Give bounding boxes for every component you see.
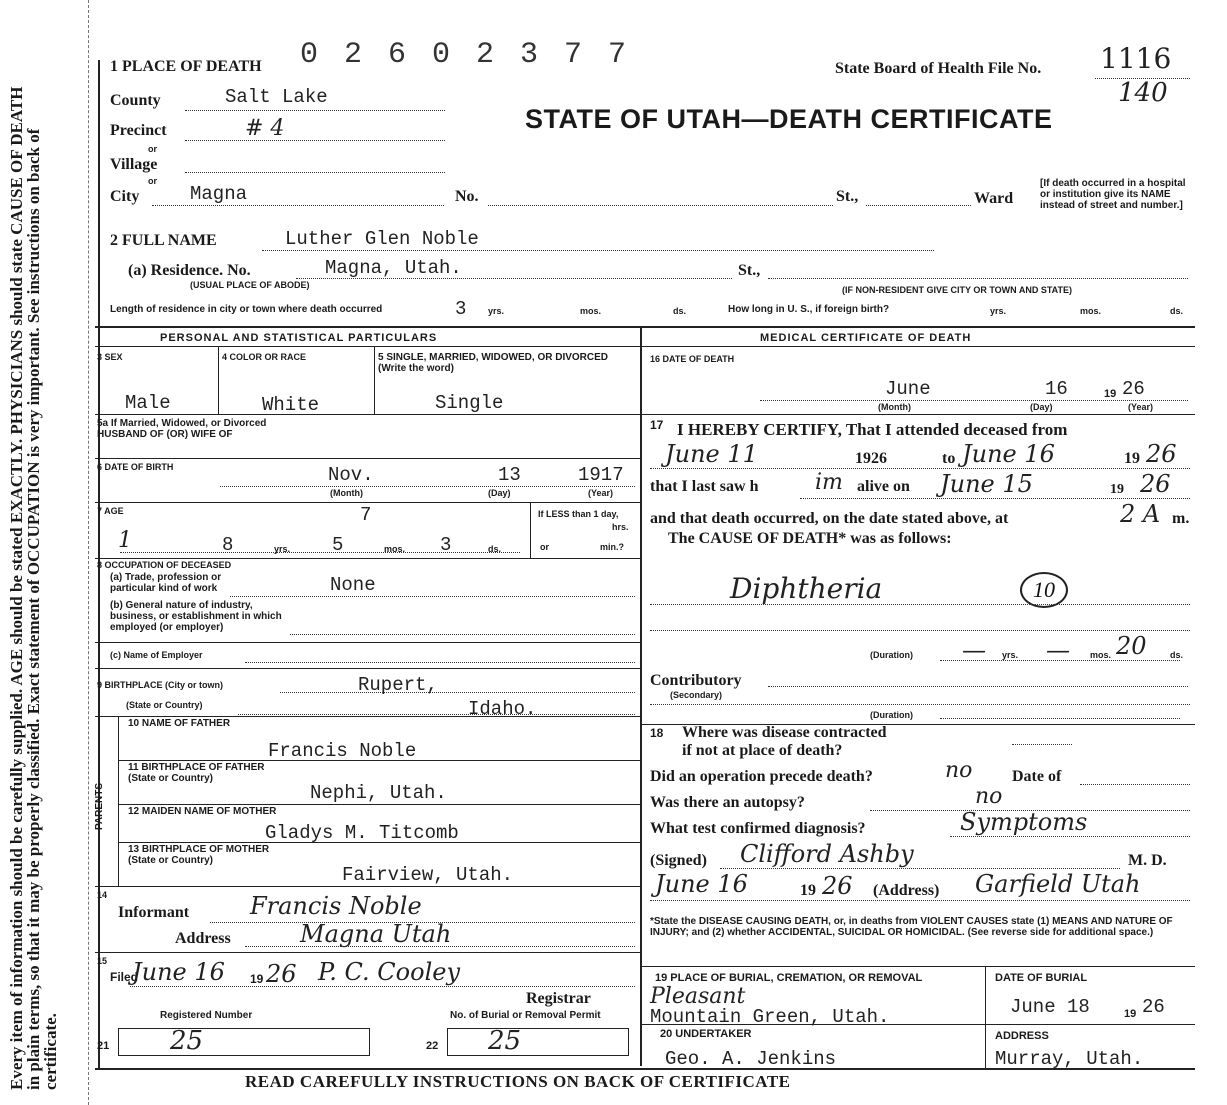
occupation-sub-label: (a) Trade, profession or particular kind of work [110,572,222,594]
mother-birthplace-value: Fairview, Utah. [342,864,514,886]
yrs-label: yrs. [488,306,505,316]
line [245,946,635,947]
divider [95,1068,1195,1070]
attended-from-date: June 11 [665,440,758,468]
section-divider [95,326,1195,328]
registered-number-value: 25 [170,1026,204,1056]
field-number: 14 [97,890,108,900]
death-occurred-text: and that death occurred, on the date stated above, at [650,510,1009,527]
ward-note: [If death occurred in a hospital or institution give its NAME instead of street and number.] [1040,178,1186,211]
contributory-label: Contributory [650,672,742,689]
registrar-label: Registrar [526,990,591,1007]
line [940,660,1180,661]
footer-instructions: READ CAREFULLY INSTRUCTIONS ON BACK OF CERTIFICATE [245,1072,791,1091]
precinct-label: Precinct [110,122,167,139]
signed-year: 26 [822,872,853,900]
death-time-value: 2 A [1120,500,1161,528]
time-suffix: m. [1172,510,1190,527]
mother-name-label: 12 MAIDEN NAME OF MOTHER [128,806,277,817]
physician-address-value: Garfield Utah [975,870,1141,898]
burial-place-handwritten: Pleasant [650,984,746,1009]
year-prefix: 19 [1104,388,1117,400]
field-number: 15 [97,956,108,966]
md-label: M. D. [1128,852,1167,869]
burial-date-label: DATE OF BURIAL [995,972,1088,984]
undertaker-address-label: ADDRESS [995,1030,1049,1042]
race-value: White [262,394,320,416]
line [245,662,635,663]
month-caption: (Month) [878,402,911,412]
file-number-label: State Board of Health File No. [835,60,1042,77]
line [230,596,635,597]
medical-section-title: MEDICAL CERTIFICATE OF DEATH [760,332,972,344]
last-saw-year: 26 [1140,470,1171,498]
age-months: 5 [332,534,344,556]
autopsy-label: Was there an autopsy? [650,794,805,811]
line [130,986,635,987]
residence-line [296,278,732,279]
divider [218,346,219,414]
street-label: St., [836,188,859,205]
divider [95,414,640,415]
year-prefix: 19 [250,972,264,986]
line [220,486,635,487]
divider [118,716,119,886]
perforation-line [88,0,89,1105]
age-days: 3 [440,534,452,556]
mos-label: mos. [1080,306,1102,316]
father-name-label: 10 NAME OF FATHER [128,718,231,729]
street-number-line [488,205,833,206]
village-label: Village [110,156,158,173]
attended-to-year: 26 [1146,440,1177,468]
date-of-death-month: June [885,378,931,400]
cause-code-circle: 10 [1020,572,1068,608]
divider [985,966,986,1070]
divider [95,458,640,459]
birth-state-value: Idaho. [468,698,537,720]
day-caption: (Day) [1030,402,1053,412]
divider [374,346,375,414]
last-saw-date: June 15 [940,470,1033,498]
mos-label: mos. [384,544,406,554]
field-number: 18 [650,726,664,740]
contracted-label: Where was disease contracted [682,724,887,741]
divider [118,842,640,843]
employer-label: (c) Name of Employer [110,650,203,660]
nonresident-note: (IF NON-RESIDENT GIVE CITY OR TOWN AND STATE) [842,285,1073,295]
year-caption: (Year) [1128,402,1154,412]
ds-label: ds. [673,306,687,316]
length-of-residence-value: 3 [455,298,467,320]
mos-label: mos. [580,306,602,316]
residence-label: (a) Residence. No. [128,262,251,279]
divider [640,414,1195,415]
burial-permit-label: No. of Burial or Removal Permit [450,1010,601,1021]
line [120,552,520,553]
divider [95,716,640,717]
certify-text: I HEREBY CERTIFY, That I attended deceased from [677,420,1068,439]
cause-code [1020,572,1068,608]
side-instructions: Every item of information should be carefully supplied. AGE should be stated EXACTLY. PHYSICIANS should state CAUSE OF DEATH in plain terms, so that it may be properly classified. Exact statement of OCCUPATION is very important. See instructions on back of certificate. [7,86,60,1090]
line [720,868,1120,869]
burial-permit-value: 25 [488,1026,522,1056]
line [940,718,1180,719]
village-line [185,172,445,173]
divider [118,760,640,761]
last-saw-pronoun: im [815,470,843,495]
duration-label: (Duration) [870,650,913,660]
file-number-secondary: 140 [1118,78,1168,108]
divider [95,668,640,669]
birthplace-value: Rupert, [358,674,438,696]
residence-note: (USUAL PLACE OF ABODE) [190,280,310,290]
age-years: 8 [222,534,234,556]
burial-permit-box [447,1028,629,1056]
column-divider [640,326,642,1066]
year-caption: (Year) [588,488,614,498]
city-line [152,205,444,206]
full-name-value: Luther Glen Noble [285,228,479,250]
age-label: 7 AGE [97,506,124,516]
divider [640,346,1195,347]
informant-address-value: Magna Utah [300,920,452,948]
line [1080,784,1190,785]
contracted-label-2: if not at place of death? [682,742,843,759]
full-name-label: 2 FULL NAME [110,232,217,249]
burial-place-value: Mountain Green, Utah. [650,1006,890,1028]
autopsy-value: no [975,784,1003,809]
alive-on-label: alive on [857,478,910,495]
duration-label: (Duration) [870,710,913,720]
divider [95,642,640,643]
operation-value: no [945,758,973,783]
precinct-value: # 4 [245,116,285,141]
occupation-label: 8 OCCUPATION OF DECEASED [97,560,232,570]
street-line [866,205,971,206]
registrar-signature: P. C. Cooley [318,958,461,986]
age-value: 7 [360,504,372,526]
signed-label: (Signed) [650,852,707,869]
county-label: County [110,92,161,109]
county-line [185,110,445,111]
parents-label: PARENTS [94,782,105,830]
length-of-residence-label: Length of residence in city or town where death occurred [110,304,383,315]
ds-label: ds. [488,544,502,554]
line [650,704,1190,705]
year-prefix: 19 [1110,482,1124,497]
mother-birthplace-label: 13 BIRTHPLACE OF MOTHER (State or Country) [128,844,270,866]
date-of-label: Date of [1012,768,1062,785]
ds-label: ds. [1170,306,1184,316]
city-value: Magna [190,183,248,205]
divider [640,966,1195,967]
informant-value: Francis Noble [250,892,422,920]
informant-label: Informant [118,904,190,921]
day-caption: (Day) [488,488,511,498]
line [650,900,1190,901]
line [238,714,635,715]
document-number: 0 2 6 0 2 3 7 7 [300,38,631,72]
birthplace-label: 9 BIRTHPLACE (City or town) [97,680,223,690]
or-label: or [148,144,157,154]
divider [530,502,531,558]
month-caption: (Month) [330,488,363,498]
ward-label: Ward [974,190,1014,207]
dob-label: 6 DATE OF BIRTH [97,462,174,472]
divider [95,952,640,953]
line [768,686,1188,687]
spouse-label: 5a If Married, Widowed, or Divorced HUSBAND OF (OR) WIFE OF [97,418,267,440]
or-label: or [540,542,549,552]
line [650,630,1190,631]
physician-signature: Clifford Ashby [740,840,914,868]
test-label: What test confirmed diagnosis? [650,820,866,837]
divider [95,346,640,347]
residence-street-line [768,278,1188,279]
line [1012,744,1072,745]
yrs-label: yrs. [274,544,291,554]
filed-date: June 16 [132,958,225,986]
line [760,400,1188,401]
burial-year-value: 26 [1142,996,1165,1018]
year-prefix: 19 [1124,450,1140,467]
divider [95,886,640,887]
field-number: 17 [650,418,664,432]
file-number-value: 1116 [1100,42,1172,75]
street-number-label: No. [455,188,479,205]
divider [640,1024,1195,1025]
certificate-title: STATE OF UTAH—DEATH CERTIFICATE [525,104,1053,134]
divider [118,804,640,805]
marital-label: 5 SINGLE, MARRIED, WIDOWED, OR DIVORCED (Write the word) [378,352,609,374]
filed-label: Filed [110,970,139,984]
secondary-label: (Secondary) [670,690,723,700]
date-of-death-label: 16 DATE OF DEATH [650,354,735,364]
line [650,604,1190,605]
dob-month: Nov. [328,464,374,486]
last-saw-text: that I last saw h [650,478,759,495]
registered-number-box [118,1028,370,1056]
dob-year: 1917 [578,464,624,486]
ds-label: ds. [1170,650,1184,660]
county-value: Salt Lake [225,86,328,108]
year-prefix: 19 [1124,1008,1137,1020]
residence-value: Magna, Utah. [325,257,462,279]
full-name-line [262,250,934,251]
us-residence-label: How long in U. S., if foreign birth? [728,304,890,315]
mother-name-value: Gladys M. Titcomb [265,822,459,844]
year-prefix: 1926 [855,450,887,467]
burial-date-value: June 18 [1010,996,1090,1018]
undertaker-address-value: Murray, Utah. [995,1048,1144,1070]
physician-address-label: (Address) [873,882,940,899]
precinct-line [185,140,445,141]
operation-label: Did an operation precede death? [650,768,873,785]
cause-instructions-note: *State the DISEASE CAUSING DEATH, or, in deaths from VIOLENT CAUSES state (1) MEANS AND NATURE OF INJURY; and (2) whether ACCIDENTAL, SUICIDAL OR HOMICIDAL. (See reverse side for additional space.) [650,916,1173,938]
industry-label: (b) General nature of industry, business, or establishment in which employed (or employer) [110,600,282,633]
or-label: or [148,176,157,186]
to-label: to [942,450,956,467]
occupation-value: None [330,574,376,596]
birth-state-label: (State or Country) [126,700,203,710]
city-label: City [110,188,140,205]
father-birthplace-value: Nephi, Utah. [310,782,447,804]
line [650,468,1190,469]
race-label: 4 COLOR OR RACE [222,352,307,362]
cause-of-death-text: The CAUSE OF DEATH* was as follows: [668,530,952,547]
hrs-label: hrs. [612,522,629,532]
date-of-death-year: 26 [1122,378,1145,400]
field-number: 21 [97,1040,110,1052]
residence-street-label: St., [738,262,761,279]
line [950,836,1190,837]
registered-number-label: Registered Number [160,1010,253,1021]
duration-years: — [962,636,986,664]
min-label: min.? [600,542,624,552]
year-prefix: 19 [800,882,816,899]
sex-label: 3 SEX [97,352,123,362]
father-birthplace-label: 11 BIRTHPLACE OF FATHER (State or Country) [128,762,265,784]
filed-year: 26 [266,960,297,988]
cause-of-death-value: Diphtheria [730,572,883,605]
place-of-death-label: 1 PLACE OF DEATH [110,58,262,75]
informant-address-label: Address [175,930,231,947]
attended-to-date: June 16 [962,440,1055,468]
burial-place-label: 19 PLACE OF BURIAL, CREMATION, OR REMOVAL [655,972,923,984]
yrs-label: yrs. [990,306,1007,316]
undertaker-value: Geo. A. Jenkins [665,1048,837,1070]
sex-value: Male [125,392,171,414]
age-extra: 1 [118,528,132,553]
line [280,692,635,693]
divider [95,502,640,503]
father-name-value: Francis Noble [268,740,417,762]
test-value: Symptoms [960,808,1088,836]
duration-days: 20 [1116,632,1147,660]
less-than-day-label: If LESS than 1 day, [538,509,619,519]
mos-label: mos. [1090,650,1112,660]
line [290,634,635,635]
duration-months: — [1046,636,1070,664]
signed-date: June 16 [655,870,748,898]
personal-section-title: PERSONAL AND STATISTICAL PARTICULARS [160,332,438,344]
dob-day: 13 [498,464,521,486]
divider [95,558,640,559]
marital-value: Single [435,392,504,414]
undertaker-label: 20 UNDERTAKER [660,1028,752,1040]
yrs-label: yrs. [1002,650,1019,660]
field-number: 22 [426,1040,439,1052]
date-of-death-day: 16 [1045,378,1068,400]
line [800,498,1190,499]
